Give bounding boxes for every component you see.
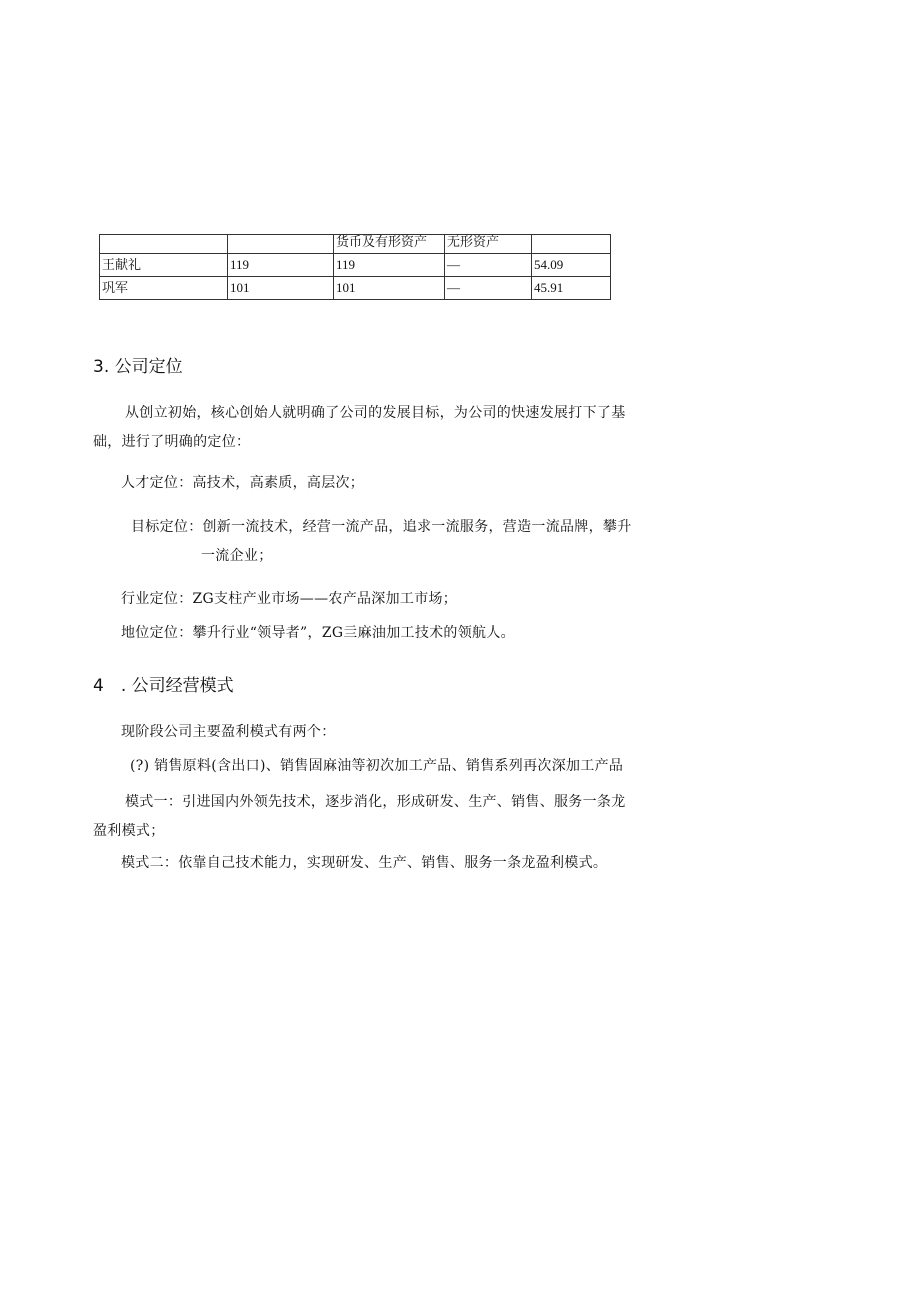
- table-header-cell: [532, 235, 611, 254]
- talent-positioning: 人才定位：高技术，高素质，高层次；: [121, 475, 365, 491]
- section-heading-positioning: 3. 公司定位: [93, 357, 183, 377]
- paragraph-intro: 现阶段公司主要盈利模式有两个：: [121, 724, 336, 740]
- business-mode-two: 模式二：依靠自己技术能力，实现研发、生产、销售、服务一条龙盈利模式。: [121, 855, 608, 871]
- goal-positioning: 目标定位：创新一流技术，经营一流产品，追求一流服务，营造一流品牌，攀升: [131, 519, 632, 535]
- table-header-cell: 无形资产: [445, 235, 532, 254]
- table-cell: 45.91: [532, 277, 611, 300]
- section-heading-business-model: 4 . 公司经营模式: [93, 676, 234, 696]
- table-row: [100, 254, 611, 277]
- table-header-row: [100, 235, 611, 254]
- paragraph-intro: 从创立初始，核心创始人就明确了公司的发展目标，为公司的快速发展打下了基: [125, 405, 626, 421]
- table-cell: 101: [334, 277, 445, 300]
- table-header-cell: 货币及有形资产: [334, 235, 445, 254]
- business-mode-one: 模式一：引进国内外领先技术，逐步消化，形成研发、生产、销售、服务一条龙: [125, 794, 626, 810]
- table-cell: 119: [228, 254, 334, 277]
- table-cell: 119: [334, 254, 445, 277]
- table-cell: —: [445, 254, 532, 277]
- business-mode-one-continued: 盈利模式；: [93, 823, 165, 839]
- table-cell: 101: [228, 277, 334, 300]
- table-cell: —: [445, 277, 532, 300]
- shareholder-table: [99, 234, 611, 300]
- table-cell: 巩军: [100, 277, 228, 300]
- table-cell: 54.09: [532, 254, 611, 277]
- status-positioning: 地位定位：攀升行业“领导者”，ZG亖麻油加工技术的领航人。: [121, 625, 515, 641]
- table-header-cell: [100, 235, 228, 254]
- industry-positioning: 行业定位：ZG支柱产业市场——农产品深加工市场；: [121, 591, 458, 607]
- table-cell: 王献礼: [100, 254, 228, 277]
- table-row: [100, 277, 611, 300]
- list-item: (?) 销售原料(含出口)、销售固麻油等初次加工产品、销售系列再次深加工产品: [130, 758, 624, 774]
- paragraph-intro-continued: 础，进行了明确的定位：: [93, 434, 251, 450]
- goal-positioning-continued: 一流企业；: [201, 548, 273, 564]
- table-header-cell: [228, 235, 334, 254]
